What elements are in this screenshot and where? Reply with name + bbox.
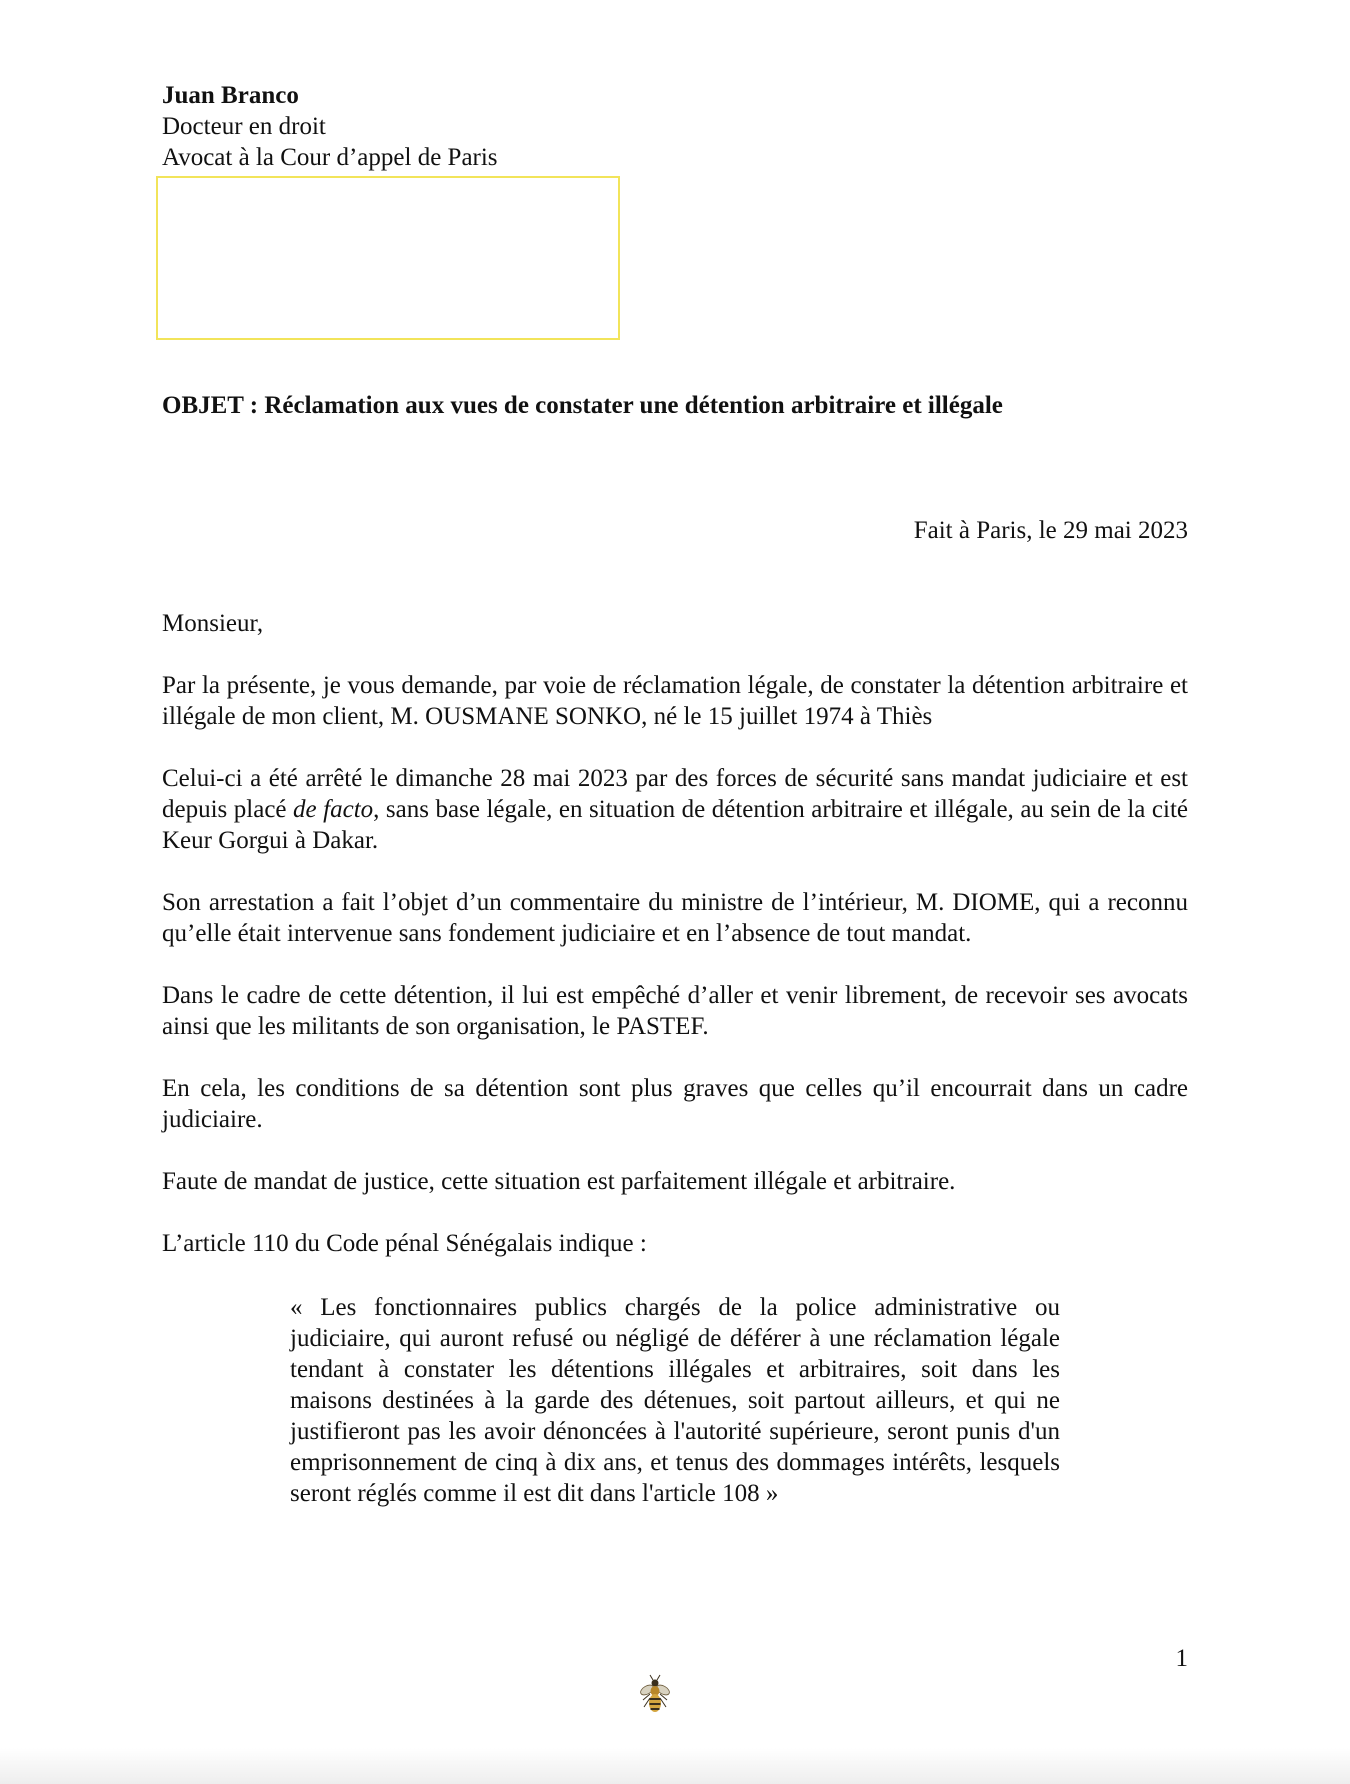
page-bottom-edge xyxy=(0,1748,1350,1784)
legal-quote: « Les fonctionnaires publics chargés de la police administrative ou judiciaire, qui auront refusé ou négligé de déférer à une réclamation légale tendant à constater les détentions illégales et arbitraires, soit dans les maisons destinées à la garde des détenues, soit partout ailleurs, et qui ne justifieront pas les avoir dénoncées à l'autorité supérieure, seront punis d'un emprisonnement de cinq à dix ans, et tenus des dommages intérêts, lesquels seront réglés comme il est dit dans l'article 108 » xyxy=(290,1294,1060,1507)
page-number: 1 xyxy=(1175,1645,1188,1672)
paragraph-3: Son arrestation a fait l’objet d’un commentaire du ministre de l’intérieur, M. DIOME, qui a reconnu qu’elle était intervenue sans fondement judiciaire et en l’absence de tout mandat. xyxy=(162,889,1188,947)
paragraph-2-start: Celui-ci a été arrêté le dimanche 28 mai 2023 par des forces de sécurité sans mandat judiciaire et est depuis placé xyxy=(162,765,1188,823)
sender-role: Avocat à la Cour d’appel de Paris xyxy=(162,144,498,171)
subject-line: OBJET : Réclamation aux vues de constater une détention arbitraire et illégale xyxy=(162,392,1003,419)
paragraph-6: Faute de mandat de justice, cette situation est parfaitement illégale et arbitraire. xyxy=(162,1168,956,1195)
paragraph-2-end: , sans base légale, en situation de détention arbitraire et illégale, au sein de la cité Keur Gorgui à Dakar. xyxy=(162,796,1188,854)
paragraph-1: Par la présente, je vous demande, par voie de réclamation légale, de constater la détention arbitraire et illégale de mon client, M. OUSMANE SONKO, né le 15 juillet 1974 à Thiès xyxy=(162,672,1188,730)
recipient-address-box xyxy=(156,176,620,340)
letter-body xyxy=(162,608,1188,1290)
salutation: Monsieur, xyxy=(162,610,264,637)
sender-name: Juan Branco xyxy=(162,82,299,109)
paragraph-2 xyxy=(162,763,1188,856)
sender-block xyxy=(162,80,862,173)
paragraph-2-italic: de facto xyxy=(293,796,374,823)
paragraph-7: L’article 110 du Code pénal Sénégalais indique : xyxy=(162,1230,647,1257)
paragraph-5: En cela, les conditions de sa détention sont plus graves que celles qu’il encourrait dans un cadre judiciaire. xyxy=(162,1075,1188,1133)
letter-date: Fait à Paris, le 29 mai 2023 xyxy=(913,517,1188,544)
bee-icon xyxy=(638,1674,672,1718)
paragraph-4: Dans le cadre de cette détention, il lui est empêché d’aller et venir librement, de recevoir ses avocats ainsi que les militants de son organisation, le PASTEF. xyxy=(162,982,1188,1040)
sender-title: Docteur en droit xyxy=(162,113,326,140)
